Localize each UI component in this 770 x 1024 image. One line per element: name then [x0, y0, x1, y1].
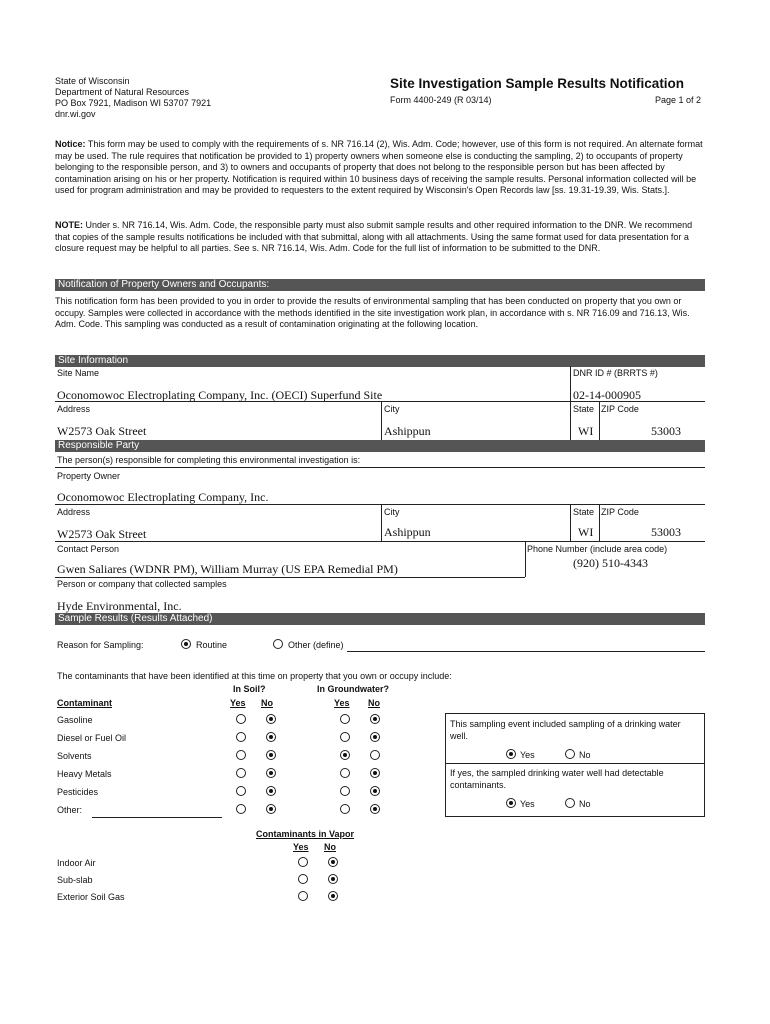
contaminant-name: Pesticides: [57, 787, 99, 797]
groundwater-no-radio[interactable]: [370, 804, 380, 814]
rp-address-label: Address: [57, 507, 91, 517]
well-question-2: If yes, the sampled drinking water well had detectable contaminants.: [450, 768, 664, 790]
agency-line: State of Wisconsin: [55, 76, 130, 86]
dnr-id-field[interactable]: 02-14-000905: [573, 388, 641, 402]
soil-no-radio[interactable]: [266, 750, 276, 760]
groundwater-yes-radio[interactable]: [340, 804, 350, 814]
note-text: Under s. NR 716.14, Wis. Adm. Code, the responsible party must also submit sample results and other required information to the DNR. We recommend that copies of the sample results notifications be included with that submittal, along with all attachments. Using the same format used for data presentation for a closure request may be helpful to all parties. See s. NR 716.14, Wis. Adm. Code for the full list of information to be submitted to the DNR.: [55, 220, 693, 253]
vapor-name: Indoor Air: [57, 858, 96, 868]
well-q2-no-label: No: [579, 799, 591, 809]
well-q1-yes-radio[interactable]: [506, 749, 516, 759]
site-zip-field[interactable]: 53003: [651, 424, 681, 438]
soil-no-radio[interactable]: [266, 732, 276, 742]
state-label: State: [573, 404, 595, 414]
groundwater-no-radio[interactable]: [370, 714, 380, 724]
well-q2-yes-label: Yes: [520, 799, 535, 809]
routine-radio[interactable]: [181, 639, 191, 649]
page-number: Page 1 of 2: [655, 95, 702, 105]
zip-label: ZIP Code: [601, 404, 639, 414]
contaminant-name: Solvents: [57, 751, 92, 761]
other-reason-input[interactable]: [347, 651, 705, 652]
rp-zip-label: ZIP Code: [601, 507, 639, 517]
contaminant-name: Other:: [57, 805, 83, 815]
soil-no-header: No: [261, 698, 273, 708]
well-question-1: This sampling event included sampling of a drinking water well.: [450, 719, 681, 741]
soil-yes-radio[interactable]: [236, 714, 246, 724]
rp-state-label: State: [573, 507, 595, 517]
groundwater-yes-radio[interactable]: [340, 732, 350, 742]
collector-label: Person or company that collected samples: [57, 579, 227, 589]
contaminant-name: Gasoline: [57, 715, 93, 725]
soil-yes-radio[interactable]: [236, 768, 246, 778]
address-label: Address: [57, 404, 91, 414]
rp-city-label: City: [384, 507, 400, 517]
vapor-name: Exterior Soil Gas: [57, 892, 125, 902]
well-q1-no-radio[interactable]: [565, 749, 575, 759]
rp-state-field[interactable]: WI: [578, 525, 594, 539]
vapor-yes-radio[interactable]: [298, 874, 308, 884]
reason-label: Reason for Sampling:: [57, 640, 144, 650]
agency-line: PO Box 7921, Madison WI 53707 7921: [55, 98, 212, 108]
notification-text: This notification form has been provided to you in order to provide the results of environmental sampling that has been conducted on property that you own or occupy. Samples were collected in accordance with the methods identified in the site investigation work plan, in accordance with s. NR 716.09 and 716.13, Wis. Adm. Code. This sampling was conducted as a result of contamination originating at the following location.: [55, 296, 690, 329]
owner-field[interactable]: Oconomowoc Electroplating Company, Inc.: [57, 490, 269, 504]
agency-line: Department of Natural Resources: [55, 87, 190, 97]
contaminant-name: Diesel or Fuel Oil: [57, 733, 127, 743]
notice-label: Notice:: [55, 139, 86, 149]
note-paragraph: [55, 220, 705, 255]
soil-no-radio[interactable]: [266, 768, 276, 778]
groundwater-no-radio[interactable]: [370, 750, 380, 760]
soil-yes-radio[interactable]: [236, 786, 246, 796]
vapor-yes-header: Yes: [293, 842, 309, 852]
site-name-label: Site Name: [57, 368, 100, 378]
site-city-field[interactable]: Ashippun: [384, 424, 431, 438]
owner-label: Property Owner: [57, 471, 121, 481]
rp-intro: The person(s) responsible for completing this environmental investigation is:: [57, 455, 361, 465]
groundwater-yes-radio[interactable]: [340, 750, 350, 760]
rp-zip-field[interactable]: 53003: [651, 525, 681, 539]
groundwater-no-radio[interactable]: [370, 768, 380, 778]
groundwater-header: In Groundwater?: [317, 684, 389, 694]
site-state-field[interactable]: WI: [578, 424, 594, 438]
other-reason-radio[interactable]: [273, 639, 283, 649]
groundwater-no-radio[interactable]: [370, 732, 380, 742]
site-address-field[interactable]: W2573 Oak Street: [57, 424, 147, 438]
other-reason-label: Other (define): [288, 640, 344, 650]
soil-no-radio[interactable]: [266, 786, 276, 796]
vapor-yes-radio[interactable]: [298, 857, 308, 867]
rp-city-field[interactable]: Ashippun: [384, 525, 431, 539]
groundwater-yes-radio[interactable]: [340, 768, 350, 778]
form-number: Form 4400-249 (R 03/14): [390, 95, 492, 105]
well-q2-no-radio[interactable]: [565, 798, 575, 808]
soil-no-radio[interactable]: [266, 714, 276, 724]
groundwater-no-radio[interactable]: [370, 786, 380, 796]
well-q2-yes-radio[interactable]: [506, 798, 516, 808]
section-header-notification: Notification of Property Owners and Occupants:: [55, 279, 705, 291]
site-name-field[interactable]: Oconomowoc Electroplating Company, Inc. (OECI) Superfund Site: [57, 388, 383, 402]
well-q1-yes-label: Yes: [520, 750, 535, 760]
vapor-header: Contaminants in Vapor: [256, 829, 355, 839]
groundwater-yes-radio[interactable]: [340, 714, 350, 724]
vapor-no-radio[interactable]: [328, 891, 338, 901]
other-contaminant-input[interactable]: [92, 817, 222, 818]
soil-yes-header: Yes: [230, 698, 246, 708]
contact-label: Contact Person: [57, 544, 120, 554]
soil-yes-radio[interactable]: [236, 804, 246, 814]
phone-field[interactable]: (920) 510-4343: [573, 556, 648, 570]
contact-field[interactable]: Gwen Saliares (WDNR PM), William Murray (US EPA Remedial PM): [57, 562, 398, 576]
notice-paragraph: [55, 139, 705, 197]
soil-yes-radio[interactable]: [236, 750, 246, 760]
agency-block: [55, 76, 211, 120]
vapor-no-radio[interactable]: [328, 857, 338, 867]
section-header-responsible-party: Responsible Party: [55, 440, 705, 452]
soil-no-radio[interactable]: [266, 804, 276, 814]
well-q1-no-label: No: [579, 750, 591, 760]
note-label: NOTE:: [55, 220, 83, 230]
contaminants-intro: The contaminants that have been identified at this time on property that you own or occupy include:: [57, 671, 452, 681]
form-title: Site Investigation Sample Results Notification: [390, 76, 685, 91]
section-header-site-info: Site Information: [55, 355, 705, 367]
gw-no-header: No: [368, 698, 380, 708]
contaminant-name: Heavy Metals: [57, 769, 112, 779]
vapor-name: Sub-slab: [57, 875, 93, 885]
vapor-no-radio[interactable]: [328, 874, 338, 884]
vapor-no-header: No: [324, 842, 336, 852]
phone-label: Phone Number (include area code): [527, 544, 668, 554]
soil-header: In Soil?: [233, 684, 266, 694]
notice-text: This form may be used to comply with the requirements of s. NR 716.14 (2), Wis. Adm. Code; however, use of this form is not required. An alternate format may be used. The rule requires that notification be provided to 1) property owners when someone else is conducting the sampling, 2) to occupants of property belonging to the responsible person, and 3) to owners and occupants of property that does not belong to the responsible person but has been affected by contamination arising on his or her property. Notification is required within 10 business days of receiving the sample results. Personal information collected will be used for program administration and may be provided to requesters to the extent required by Wisconsin's Open Records law [ss. 19.31-19.39, Wis. Stats.].: [55, 139, 703, 195]
rp-address-field[interactable]: W2573 Oak Street: [57, 527, 147, 541]
dnr-id-label: DNR ID # (BRRTS #): [573, 368, 658, 378]
collector-field[interactable]: Hyde Environmental, Inc.: [57, 599, 182, 613]
groundwater-yes-radio[interactable]: [340, 786, 350, 796]
section-header-sample-results: Sample Results (Results Attached): [55, 613, 705, 625]
contaminant-header: Contaminant: [57, 698, 112, 708]
soil-yes-radio[interactable]: [236, 732, 246, 742]
city-label: City: [384, 404, 400, 414]
agency-line: dnr.wi.gov: [55, 109, 96, 119]
vapor-yes-radio[interactable]: [298, 891, 308, 901]
gw-yes-header: Yes: [334, 698, 350, 708]
routine-label: Routine: [196, 640, 228, 650]
